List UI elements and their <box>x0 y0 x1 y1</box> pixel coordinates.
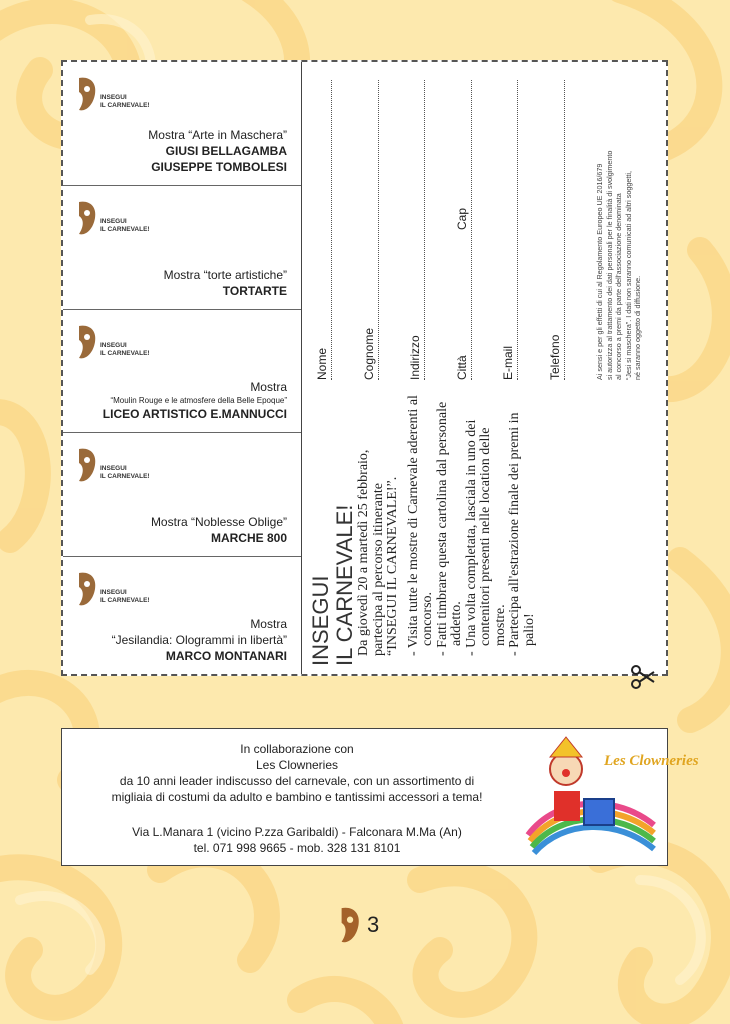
stamp-box-4 <box>63 433 301 557</box>
logo-text-line1: INSEGUI <box>100 94 127 101</box>
field-line[interactable] <box>471 80 472 380</box>
column-divider <box>301 62 302 674</box>
form-field-nome[interactable] <box>309 80 356 380</box>
sponsor-description <box>62 741 532 805</box>
form-field-cognome[interactable] <box>356 80 403 380</box>
privacy-line: si autorizza al trattamento dei dati personali per le finalità di svolgimento <box>604 150 614 380</box>
intro-line: Da giovedì 20 a martedì 25 febbraio, <box>356 449 371 656</box>
form-field-indirizzo[interactable] <box>402 80 449 380</box>
mask-logo-icon <box>75 571 97 607</box>
rule-item: - Partecipa all'estrazione finale dei premi in palio! <box>507 412 537 656</box>
privacy-line: Ai sensi e per gli effetti di cui al Regolamento Europeo UE 2016/679 <box>595 163 604 380</box>
intro-line: “INSEGUI IL CARNEVALE!”. <box>385 476 400 656</box>
insegui-logo <box>75 571 150 607</box>
field-label: Telefono <box>547 334 562 380</box>
stamp-box-5 <box>63 557 301 674</box>
stamp-exhibit-title: Mostra “Arte in Maschera” <box>148 128 287 142</box>
brand-logo-text: Les Clowneries <box>604 753 699 769</box>
field-line[interactable] <box>424 80 425 380</box>
sponsor-line: migliaia di costumi da adulto e bambino e tantissimi accessori a tema! <box>111 790 483 804</box>
field-label: Città <box>454 355 469 380</box>
logo-text-line1: INSEGUI <box>100 342 127 349</box>
contest-title <box>309 396 357 666</box>
field-line[interactable] <box>564 80 565 380</box>
page-number: 3 <box>367 912 380 937</box>
insegui-logo <box>75 447 150 483</box>
stamp-exhibit-title: Mostra “Noblesse Oblige” <box>150 515 287 529</box>
stamp-exhibitor-name: MARCO MONTANARI <box>165 649 287 663</box>
privacy-line: né saranno oggetto di diffusione. <box>633 275 643 380</box>
contest-title-line1: INSEGUI <box>308 575 333 666</box>
stamp-exhibitor-name: GIUSEPPE TOMBOLESI <box>151 160 287 174</box>
stamp-exhibit-title: Mostra “torte artistiche” <box>163 268 287 282</box>
stamp-exhibitor-name: LICEO ARTISTICO E.MANNUCCI <box>102 407 287 421</box>
form-field-citta[interactable] <box>449 80 496 380</box>
sponsor-line: da 10 anni leader indiscusso del carnevale, con un assortimento di <box>119 774 475 788</box>
sponsor-line: In collaborazione con <box>240 742 354 756</box>
mask-logo-icon <box>75 324 97 360</box>
form-field-email[interactable] <box>495 80 542 380</box>
logo-text-line1: INSEGUI <box>100 465 127 472</box>
sponsor-box <box>61 728 699 866</box>
logo-text-line1: INSEGUI <box>100 218 127 225</box>
stamp-exhibitor-name: GIUSI BELLAGAMBA <box>165 144 287 158</box>
stamp-box-2 <box>63 186 301 310</box>
stamp-exhibit-subtitle: “Jesilandia: Ologrammi in libertà” <box>111 633 287 647</box>
stamp-box-3 <box>63 310 301 433</box>
stamp-column <box>63 62 301 674</box>
field-label: Cognome <box>361 327 376 380</box>
page-footer <box>337 906 379 944</box>
field-line[interactable] <box>517 80 518 380</box>
rule-item: - Visita tutte le mostre di Carnevale aderenti al concorso. <box>405 395 435 656</box>
field-line[interactable] <box>378 80 379 380</box>
mask-logo-icon <box>75 447 97 483</box>
logo-text-line2: IL CARNEVALE! <box>100 597 150 604</box>
stamp-exhibit-title: Mostra <box>250 380 287 394</box>
rotated-entry-panel <box>305 68 661 672</box>
sponsor-name: Les Clowneries <box>255 758 339 772</box>
insegui-logo <box>75 324 150 360</box>
les-clowneries-logo <box>518 735 699 857</box>
stamp-exhibit-title: Mostra <box>250 617 287 631</box>
rule-item: - Una volta completata, lasciala in uno dei contenitori presenti nelle location delle mostre. <box>463 419 508 656</box>
mask-logo-icon <box>75 200 97 236</box>
mask-logo-icon <box>337 906 361 944</box>
intro-line: partecipa al percorso itinerante <box>370 483 386 656</box>
cap-label: Cap <box>454 207 469 230</box>
insegui-logo <box>75 76 150 112</box>
logo-text-line2: IL CARNEVALE! <box>100 102 150 109</box>
rule-item: - Fatti timbrare questa cartolina dal personale addetto. <box>434 401 464 656</box>
field-label: Nome <box>315 347 329 380</box>
sponsor-phone: tel. 071 998 9665 - mob. 328 131 8101 <box>193 841 401 855</box>
logo-text-line1: INSEGUI <box>100 589 127 596</box>
stamp-exhibitor-name: TORTARTE <box>222 284 287 298</box>
mask-logo-icon <box>75 76 97 112</box>
field-label: Indirizzo <box>408 335 422 380</box>
form-field-telefono[interactable] <box>542 80 589 380</box>
sponsor-address: Via L.Manara 1 (vicino P.zza Garibaldi) - Falconara M.Ma (An) <box>132 825 462 839</box>
scissors-icon <box>630 664 656 690</box>
logo-text-line2: IL CARNEVALE! <box>100 473 150 480</box>
stamp-exhibitor-name: MARCHE 800 <box>210 531 287 545</box>
field-label: E-mail <box>501 345 515 380</box>
postcard <box>61 60 668 676</box>
insegui-logo <box>75 200 150 236</box>
logo-text-line2: IL CARNEVALE! <box>100 350 150 357</box>
privacy-line: al concorso a premi da parte dell'associazione denominata <box>614 193 624 380</box>
sponsor-contact <box>62 824 532 856</box>
entry-form <box>309 80 588 380</box>
contest-title-line2: IL CARNEVALE! <box>332 504 357 666</box>
contest-instructions <box>357 386 537 656</box>
logo-text-line2: IL CARNEVALE! <box>100 226 150 233</box>
stamp-exhibit-subtitle: “Moulin Rouge e le atmosfere della Belle Epoque” <box>110 396 287 405</box>
privacy-line: “Jesi si maschera”. I dati non saranno comunicati ad altri soggetti, <box>623 171 633 380</box>
stamp-box-1 <box>63 62 301 186</box>
field-line[interactable] <box>331 80 332 380</box>
privacy-notice <box>595 80 643 380</box>
